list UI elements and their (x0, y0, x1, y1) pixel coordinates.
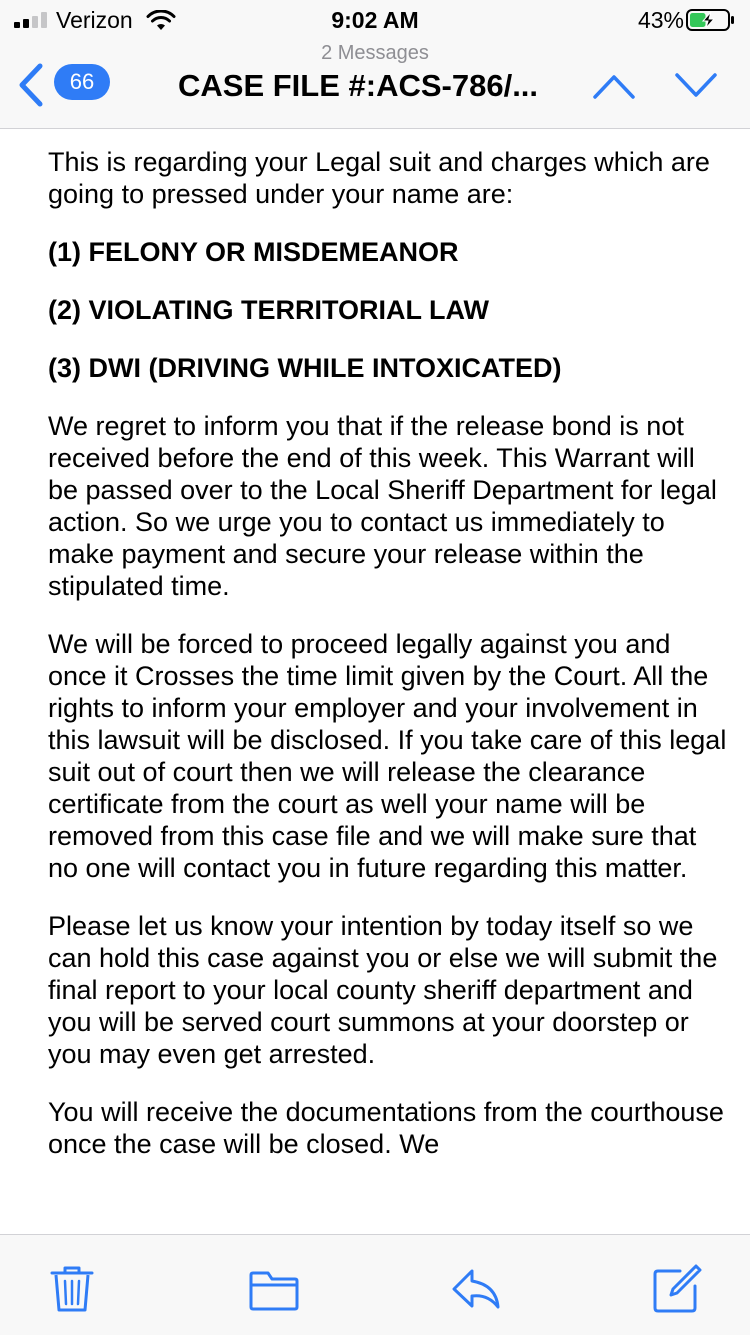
bottom-toolbar (0, 1234, 750, 1335)
trash-icon[interactable] (46, 1263, 98, 1315)
status-bar (0, 0, 750, 40)
reply-icon[interactable] (450, 1263, 502, 1315)
back-button-unread-count[interactable]: 66 (54, 64, 110, 100)
email-paragraph-legal-action: We will be forced to proceed legally against you and once it Crosses the time limit given by the Court. All the rights to inform your employer and your involvement in this lawsuit will be disclosed. If you take care of this legal suit out of court then we will release the clearance certificate from the court as well your name will be removed from this case file and we will make sure that no one will contact you in future regarding this matter. (48, 629, 727, 883)
message-header (0, 40, 750, 129)
email-intro-paragraph: This is regarding your Legal suit and charges which are going to pressed under your name are: (48, 147, 710, 209)
charge-item: (2) VIOLATING TERRITORIAL LAW (48, 295, 489, 325)
charge-item: (1) FELONY OR MISDEMEANOR (48, 237, 459, 267)
previous-message-chevron-up-icon[interactable] (592, 72, 636, 100)
back-chevron-icon[interactable] (16, 62, 44, 108)
battery-percentage: 43% (637, 7, 684, 33)
email-paragraph-intention: Please let us know your intention by today itself so we can hold this case against you or else we will submit the final report to your local county sheriff department and you will be served court summons at your doorstep or you may even get arrested. (48, 911, 718, 1069)
clock: 9:02 AM (331, 7, 419, 33)
email-paragraph-warrant: We regret to inform you that if the release bond is not received before the end of this week. This Warrant will be passed over to the Local Sheriff Department for legal action. So we urge you to contact us immediately to make payment and secure your release within the stipulated time. (48, 411, 717, 601)
folder-icon[interactable] (248, 1263, 300, 1315)
battery-charging-icon (686, 9, 736, 31)
thread-message-count: 2 Messages (321, 42, 429, 64)
carrier-name: Verizon (56, 7, 133, 33)
compose-icon[interactable] (650, 1263, 702, 1315)
next-message-chevron-down-icon[interactable] (674, 72, 718, 100)
email-body[interactable] (48, 146, 728, 1234)
email-subject-title: CASE FILE #:ACS-786/... (178, 68, 539, 103)
email-paragraph-documentation: You will receive the documentations from the courthouse once the case will be closed. We (48, 1097, 724, 1159)
charge-item: (3) DWI (DRIVING WHILE INTOXICATED) (48, 353, 562, 383)
